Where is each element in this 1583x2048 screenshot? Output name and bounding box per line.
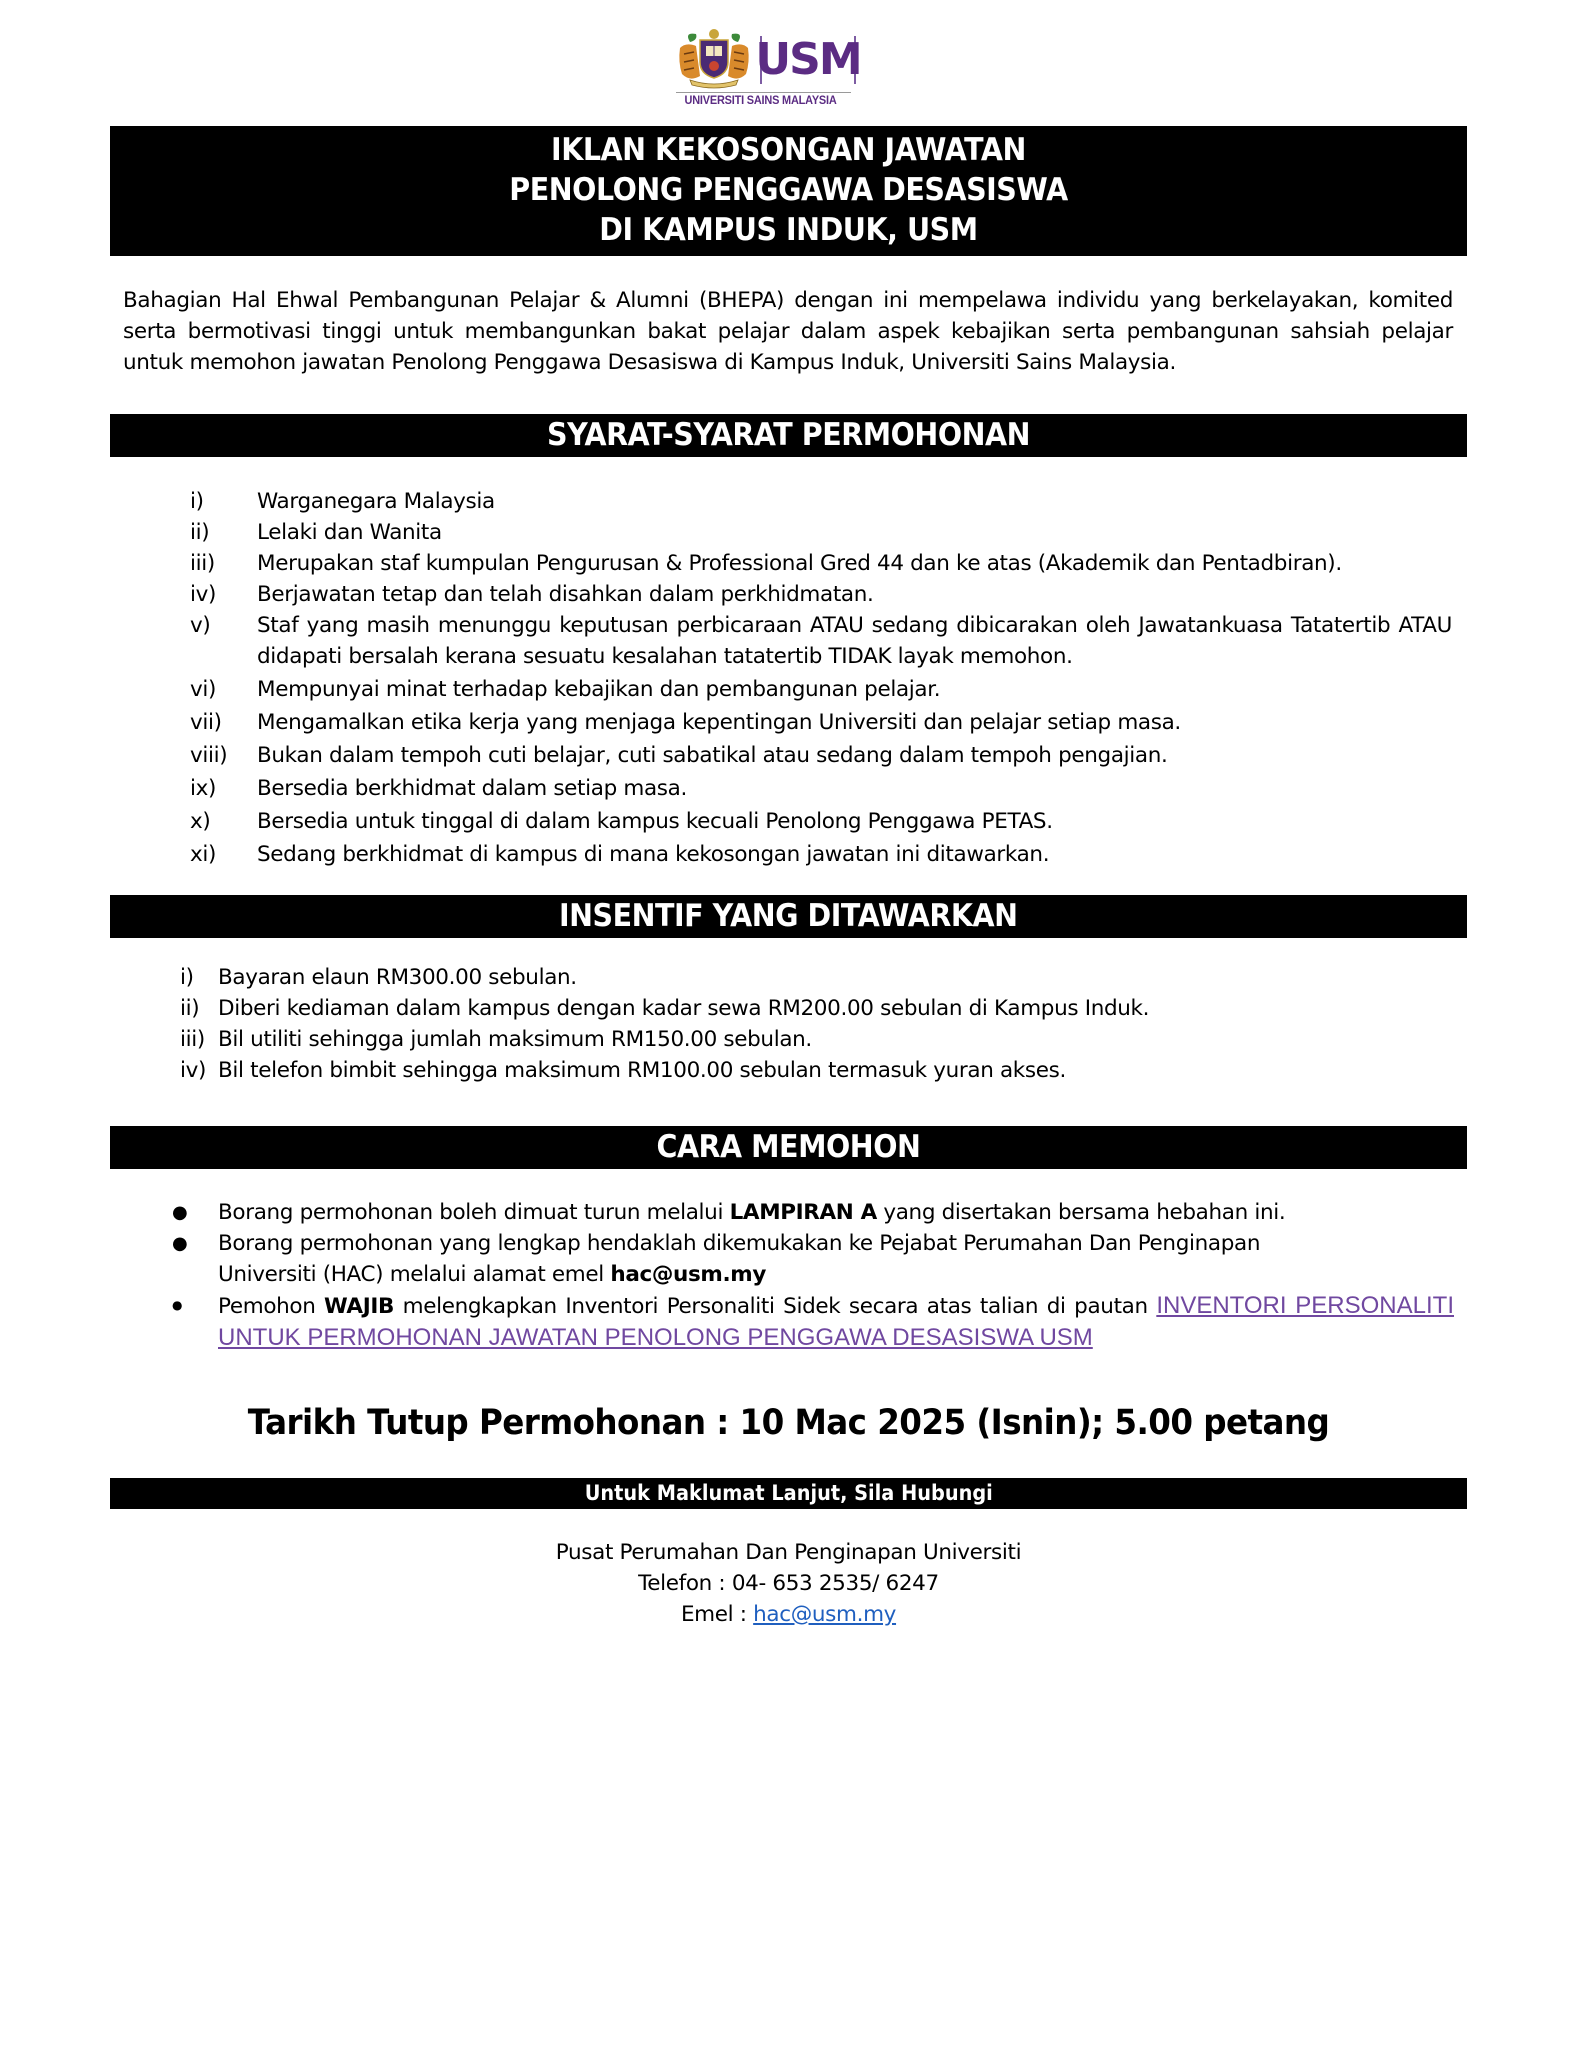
requirements-list bbox=[190, 486, 1452, 870]
bullet-icon: ● bbox=[172, 1233, 188, 1254]
item-number: i) bbox=[180, 965, 194, 990]
item-text: Bayaran elaun RM300.00 sebulan. bbox=[218, 965, 577, 990]
personality-inventory-link[interactable]: INVENTORI PERSONALITI UNTUK PERMOHONAN JAWATAN PENOLONG PENGGAWA DESASISWA USM bbox=[218, 1292, 1454, 1351]
phone-label: Telefon : bbox=[638, 1571, 732, 1596]
email-link[interactable]: hac@usm.my bbox=[753, 1602, 897, 1627]
logo-divider bbox=[676, 92, 851, 93]
list-item bbox=[190, 579, 1452, 610]
incentives-heading-bar bbox=[110, 895, 1467, 938]
item-number: ii) bbox=[180, 996, 200, 1021]
item-text: Warganegara Malaysia bbox=[257, 489, 495, 514]
item-text: Bil utiliti sehingga jumlah maksimum RM150.00 sebulan. bbox=[218, 1027, 812, 1052]
item-text: Bil telefon bimbit sehingga maksimum RM100.00 sebulan termasuk yuran akses. bbox=[218, 1058, 1066, 1083]
item-text bbox=[218, 1290, 1454, 1354]
text-segment: yang disertakan bersama hebahan ini. bbox=[876, 1200, 1286, 1225]
item-number: i) bbox=[190, 489, 204, 514]
list-item bbox=[172, 1290, 1454, 1354]
how-to-apply-heading: CARA MEMOHON bbox=[656, 1129, 921, 1165]
list-item bbox=[190, 674, 1452, 705]
list-item bbox=[190, 773, 1452, 804]
list-item bbox=[180, 962, 1380, 993]
bullet-icon: ● bbox=[172, 1298, 183, 1312]
list-item bbox=[180, 993, 1380, 1024]
item-text: Lelaki dan Wanita bbox=[257, 520, 442, 545]
mandatory-label: WAJIB bbox=[324, 1294, 395, 1319]
deadline-text: Tarikh Tutup Permohonan : 10 Mac 2025 (Isnin); 5.00 petang bbox=[247, 1403, 1330, 1443]
incentives-heading: INSENTIF YANG DITAWARKAN bbox=[559, 898, 1018, 934]
requirements-heading: SYARAT-SYARAT PERMOHONAN bbox=[546, 417, 1031, 453]
item-number: viii) bbox=[190, 743, 228, 768]
requirements-heading-bar bbox=[110, 414, 1467, 457]
incentives-list bbox=[180, 962, 1380, 1086]
item-text: Staf yang masih menunggu keputusan perbicaraan ATAU sedang dibicarakan oleh Jawatankuasa Tatatertib ATAU didapati bersalah kerana sesuatu kesalahan tatatertib TIDAK layak memohon. bbox=[257, 613, 1452, 669]
list-item bbox=[190, 740, 1452, 771]
list-item bbox=[190, 486, 1452, 517]
phone-number: 04- 653 2535/ 6247 bbox=[731, 1571, 939, 1596]
item-text: Merupakan staf kumpulan Pengurusan & Professional Gred 44 dan ke atas (Akademik dan Pentadbiran). bbox=[257, 551, 1342, 576]
contact-heading-bar bbox=[110, 1478, 1467, 1509]
attachment-label: LAMPIRAN A bbox=[729, 1200, 877, 1225]
item-text: Berjawatan tetap dan telah disahkan dalam perkhidmatan. bbox=[257, 582, 874, 607]
item-number: vi) bbox=[190, 677, 217, 702]
list-item bbox=[190, 610, 1452, 672]
item-text: Mengamalkan etika kerja yang menjaga kepentingan Universiti dan pelajar setiap masa. bbox=[257, 710, 1181, 735]
list-item bbox=[180, 1024, 1380, 1055]
text-segment: Borang permohonan yang lengkap hendaklah dikemukakan ke Pejabat Perumahan Dan Penginapan Universiti (HAC) melalui alamat emel bbox=[218, 1231, 1261, 1287]
item-text: Diberi kediaman dalam kampus dengan kadar sewa RM200.00 sebulan di Kampus Induk. bbox=[218, 996, 1150, 1021]
title-line-3: DI KAMPUS INDUK, USM bbox=[599, 212, 978, 248]
text-segment: Pemohon bbox=[218, 1294, 325, 1319]
item-text bbox=[218, 1197, 1454, 1228]
how-to-apply-list bbox=[172, 1197, 1454, 1354]
item-number: xi) bbox=[190, 842, 217, 867]
item-text bbox=[218, 1228, 1454, 1290]
bullet-icon: ● bbox=[172, 1202, 188, 1223]
email-address: hac@usm.my bbox=[610, 1262, 767, 1287]
item-number: iii) bbox=[190, 551, 215, 576]
application-deadline bbox=[110, 1400, 1467, 1446]
text-segment: Borang permohonan boleh dimuat turun melalui bbox=[218, 1200, 730, 1225]
item-text: Bersedia berkhidmat dalam setiap masa. bbox=[257, 776, 687, 801]
item-text: Mempunyai minat terhadap kebajikan dan pembangunan pelajar. bbox=[257, 677, 941, 702]
item-text: Bukan dalam tempoh cuti belajar, cuti sabatikal atau sedang dalam tempoh pengajian. bbox=[257, 743, 1168, 768]
list-item bbox=[190, 839, 1452, 870]
list-item bbox=[190, 707, 1452, 738]
item-number: ix) bbox=[190, 776, 217, 801]
list-item bbox=[190, 517, 1452, 548]
item-number: vii) bbox=[190, 710, 222, 735]
list-item bbox=[180, 1055, 1380, 1086]
list-item bbox=[190, 548, 1452, 579]
intro-paragraph: Bahagian Hal Ehwal Pembangunan Pelajar & Alumni (BHEPA) dengan ini mempelawa individu yang berkelayakan, komited serta bermotivasi tinggi untuk membangunkan bakat pelajar dalam aspek kebajikan serta pembangunan sahsiah pelajar untuk memohon jawatan Penolong Penggawa Desasiswa di Kampus Induk, Universiti Sains Malaysia. bbox=[123, 288, 1453, 375]
item-number: v) bbox=[190, 613, 211, 638]
phone-line bbox=[110, 1568, 1467, 1599]
usm-wordmark: USM bbox=[755, 34, 861, 85]
list-item bbox=[172, 1197, 1454, 1228]
how-to-apply-heading-bar bbox=[110, 1126, 1467, 1169]
list-item bbox=[172, 1228, 1454, 1290]
contact-heading: Untuk Maklumat Lanjut, Sila Hubungi bbox=[584, 1481, 993, 1505]
item-number: x) bbox=[190, 809, 211, 834]
title-line-1: IKLAN KEKOSONGAN JAWATAN bbox=[551, 132, 1026, 168]
item-number: iv) bbox=[190, 582, 217, 607]
item-text: Sedang berkhidmat di kampus di mana kekosongan jawatan ini ditawarkan. bbox=[257, 842, 1050, 867]
title-line-2: PENOLONG PENGGAWA DESASISWA bbox=[509, 172, 1068, 208]
title-banner bbox=[110, 126, 1467, 256]
university-name: UNIVERSITI SAINS MALAYSIA bbox=[684, 95, 837, 107]
list-item bbox=[190, 806, 1452, 837]
item-number: iv) bbox=[180, 1058, 207, 1083]
email-line bbox=[110, 1599, 1467, 1630]
item-number: iii) bbox=[180, 1027, 205, 1052]
usm-crest-icon bbox=[676, 28, 752, 90]
usm-logo bbox=[672, 26, 861, 112]
office-name: Pusat Perumahan Dan Penginapan Universiti bbox=[555, 1540, 1022, 1565]
item-number: ii) bbox=[190, 520, 210, 545]
text-segment: melengkapkan Inventori Personaliti Sidek secara atas talian di pautan bbox=[394, 1294, 1157, 1319]
email-label: Emel : bbox=[680, 1602, 754, 1627]
item-text: Bersedia untuk tinggal di dalam kampus kecuali Penolong Penggawa PETAS. bbox=[257, 809, 1053, 834]
contact-info bbox=[110, 1537, 1467, 1630]
